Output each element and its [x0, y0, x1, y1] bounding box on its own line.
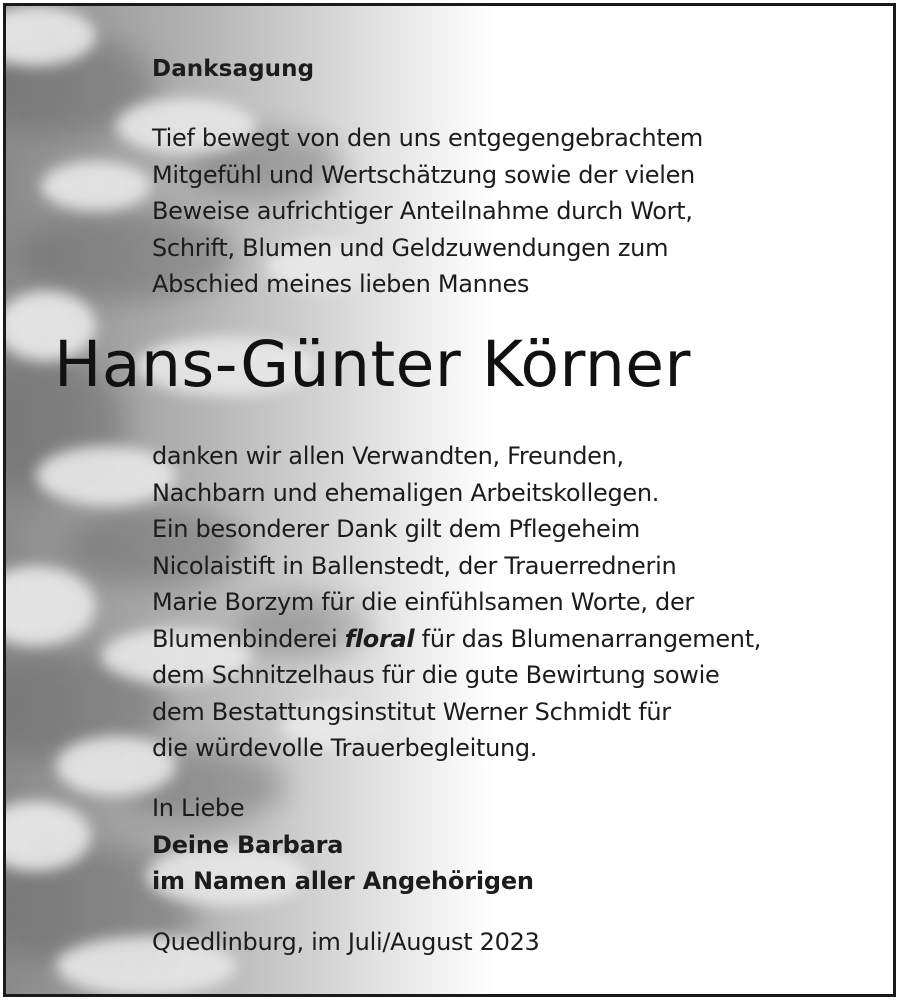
thanks-line: Ein besonderer Dank gilt dem Pflegeheim — [152, 515, 640, 543]
thanks-paragraph — [152, 438, 761, 767]
deceased-name: Hans-Günter Körner — [54, 328, 691, 401]
florist-line — [152, 621, 761, 658]
closing-greeting: In Liebe — [152, 794, 245, 822]
intro-line: Schrift, Blumen und Geldzuwendungen zum — [152, 233, 669, 262]
closing-block — [152, 790, 534, 900]
florist-line-after: für das Blumenarrangement, — [414, 624, 762, 653]
obituary-card — [3, 3, 896, 997]
closing-signature: Deine Barbara — [152, 830, 344, 859]
thanks-line: Marie Borzym für die einfühlsamen Worte, der — [152, 588, 694, 616]
florist-name-emphasis: floral — [344, 624, 415, 653]
thanks-line: Nachbarn und ehemaligen Arbeitskollegen. — [152, 478, 660, 507]
place-and-date: Quedlinburg, im Juli/August 2023 — [152, 928, 540, 956]
thanks-line: Nicolaistift in Ballenstedt, der Trauerrednerin — [152, 551, 677, 580]
closing-on-behalf: im Namen aller Angehörigen — [152, 867, 534, 895]
intro-line: Mitgefühl und Wertschätzung sowie der vielen — [152, 160, 695, 189]
thanks-line: dem Schnitzelhaus für die gute Bewirtung sowie — [152, 661, 720, 689]
thanks-line: dem Bestattungsinstitut Werner Schmidt für — [152, 697, 671, 726]
intro-paragraph — [152, 120, 703, 303]
intro-line: Tief bewegt von den uns entgegengebrachtem — [152, 124, 703, 152]
intro-line: Abschied meines lieben Mannes — [152, 270, 530, 298]
heading-title: Danksagung — [152, 56, 315, 82]
thanks-line: danken wir allen Verwandten, Freunden, — [152, 442, 624, 470]
intro-line: Beweise aufrichtiger Anteilnahme durch Wort, — [152, 197, 693, 225]
obituary-content — [6, 6, 893, 994]
thanks-line: die würdevolle Trauerbegleitung. — [152, 734, 538, 762]
florist-line-before: Blumenbinderei — [152, 624, 345, 653]
